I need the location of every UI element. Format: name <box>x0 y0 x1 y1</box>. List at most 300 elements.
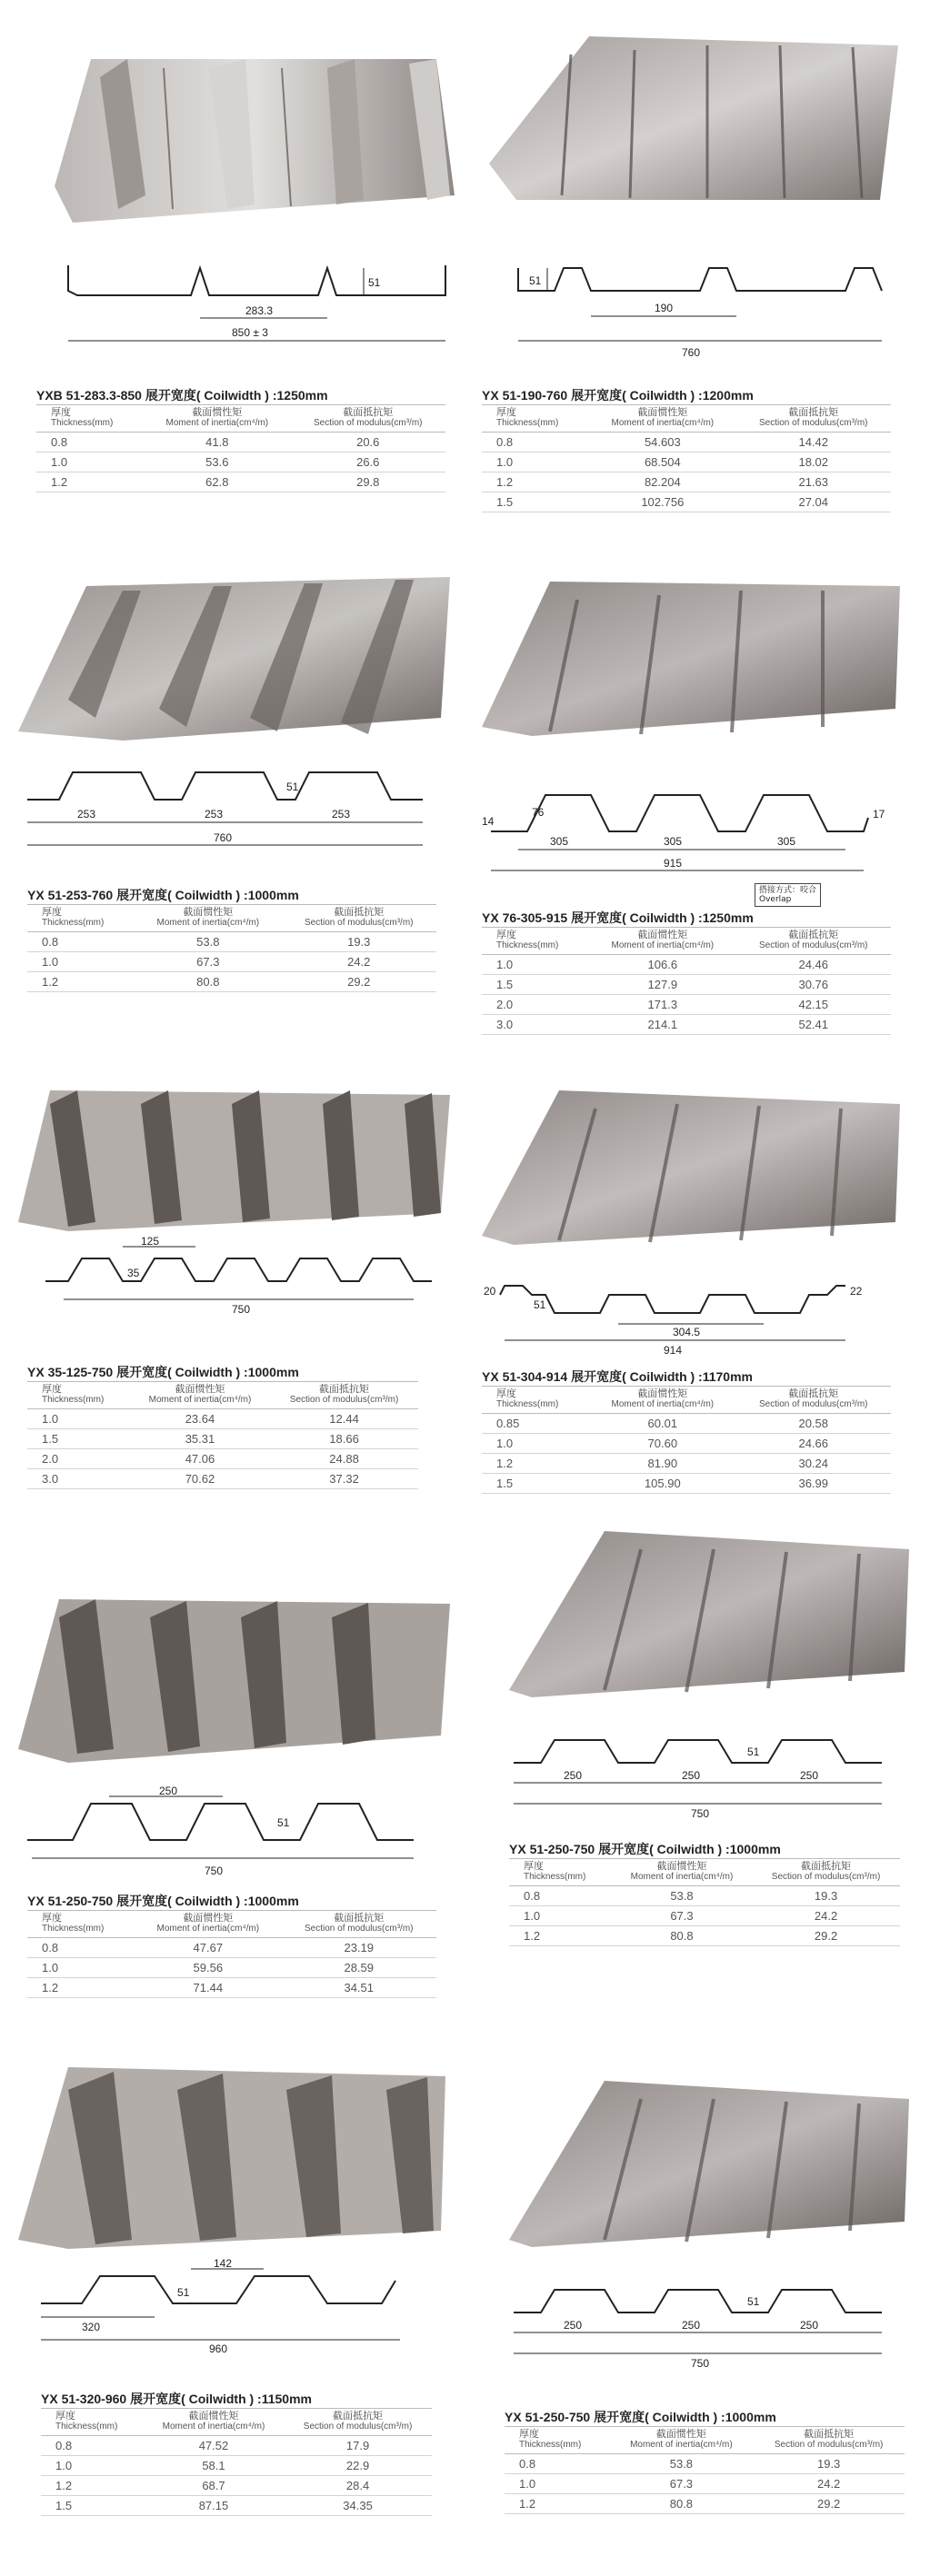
dim-label: 142 <box>214 2258 233 2270</box>
table-cell: 19.3 <box>282 932 437 952</box>
panel-photo-6 <box>477 1086 905 1249</box>
column-header-en: Section of modulus(cm³/m) <box>759 1399 868 1409</box>
column-header-cn: 截面惯性矩 <box>192 406 243 418</box>
table-cell: 67.3 <box>612 1906 752 1926</box>
table-cell: 87.15 <box>144 2496 284 2516</box>
dim-label: 250 <box>682 2319 701 2332</box>
table-cell: 27.04 <box>736 492 892 512</box>
dim-label: 250 <box>564 2319 583 2332</box>
table-cell: 59.56 <box>135 1958 281 1978</box>
column-header <box>482 928 589 955</box>
table-cell: 18.66 <box>270 1429 418 1449</box>
table-cell: 34.35 <box>284 2496 432 2516</box>
table-cell: 24.46 <box>736 955 892 975</box>
column-header <box>612 1859 752 1886</box>
dim-label: 250 <box>564 1769 583 1782</box>
dim-label: 14 <box>482 815 495 828</box>
product-model: YX 51-250-750 <box>505 2410 591 2424</box>
dim-label: 190 <box>655 302 674 314</box>
table-cell: 41.8 <box>144 433 290 453</box>
column-header <box>589 928 735 955</box>
coil-width: ( Coilwidth ) :1170mm <box>622 1369 753 1384</box>
product-model: YX 51-320-960 <box>41 2392 127 2406</box>
table-cell: 30.24 <box>736 1454 892 1474</box>
coil-width-cn: 展开宽度 <box>130 2392 182 2407</box>
column-header-en: Section of modulus(cm³/m) <box>771 1872 881 1882</box>
column-header-en: Moment of inertia(cm⁴/m) <box>156 1924 260 1934</box>
table-row <box>41 2436 432 2456</box>
table-cell: 29.8 <box>291 472 446 492</box>
table-row <box>27 1958 436 1978</box>
dim-label: 22 <box>850 1285 863 1298</box>
overlap-en: Overlap <box>759 895 792 904</box>
table-cell: 21.63 <box>736 472 892 492</box>
column-header-en: Section of modulus(cm³/m) <box>303 2422 413 2432</box>
table-row <box>505 2474 905 2494</box>
column-header-cn: 厚度 <box>496 406 516 418</box>
profile-diagram-4 <box>482 781 891 881</box>
table-row <box>482 975 891 995</box>
column-header-cn: 厚度 <box>496 1387 516 1399</box>
table-row <box>41 2476 432 2496</box>
column-header-cn: 截面抵抗矩 <box>343 406 394 418</box>
table-cell: 24.2 <box>753 2474 905 2494</box>
column-header-en: Thickness(mm) <box>55 2422 118 2432</box>
table-cell: 18.02 <box>736 453 892 472</box>
column-header-en: Moment of inertia(cm⁴/m) <box>630 2440 733 2450</box>
column-header <box>135 905 281 932</box>
column-header-cn: 截面抵抗矩 <box>319 1383 370 1395</box>
table-cell: 12.44 <box>270 1409 418 1429</box>
column-header-cn: 厚度 <box>51 406 71 418</box>
product-model: YX 76-305-915 <box>482 910 568 925</box>
table-cell: 53.8 <box>612 1886 752 1906</box>
table-cell: 127.9 <box>589 975 735 995</box>
product-caption <box>482 386 754 404</box>
dim-label: 915 <box>664 857 683 870</box>
table-row <box>27 1469 418 1489</box>
product-caption <box>505 2408 776 2426</box>
coil-width: ( Coilwidth ) :1250mm <box>622 910 754 925</box>
spec-table <box>27 1381 418 1489</box>
table-row <box>27 932 436 952</box>
dim-label: 760 <box>214 831 233 844</box>
dim-label: 250 <box>159 1785 178 1797</box>
coil-width-cn: 展开宽度 <box>571 389 623 403</box>
table-cell: 214.1 <box>589 1015 735 1035</box>
column-header <box>270 1382 418 1409</box>
profile-diagram-9 <box>36 2258 436 2358</box>
profile-diagram-3 <box>23 754 450 854</box>
overlap-note <box>755 883 821 907</box>
column-header <box>753 2427 905 2454</box>
table-row <box>509 1926 900 1946</box>
table-cell: 1.5 <box>482 975 589 995</box>
table-cell: 34.51 <box>282 1978 437 1998</box>
table-cell: 1.0 <box>27 1958 135 1978</box>
table-cell: 23.64 <box>130 1409 270 1429</box>
table-cell: 58.1 <box>144 2456 284 2476</box>
column-header-en: Section of modulus(cm³/m) <box>759 940 868 950</box>
table-cell: 80.8 <box>612 1926 752 1946</box>
column-header <box>610 2427 754 2454</box>
table-row <box>36 433 445 453</box>
product-model: YX 51-250-750 <box>509 1842 595 1856</box>
column-header-en: Thickness(mm) <box>42 1924 105 1934</box>
product-model: YX 51-250-750 <box>27 1894 114 1908</box>
coil-width: ( Coilwidth ) :1250mm <box>195 388 328 403</box>
table-cell: 22.9 <box>284 2456 432 2476</box>
table-row <box>482 1434 891 1454</box>
coil-width: ( Coilwidth ) :1000mm <box>167 1365 299 1379</box>
spec-table <box>36 404 445 492</box>
table-row <box>27 1978 436 1998</box>
dim-label: 750 <box>691 1807 710 1820</box>
table-cell: 1.0 <box>482 453 589 472</box>
dim-label: 20 <box>484 1285 496 1298</box>
table-row <box>41 2456 432 2476</box>
table-cell: 30.76 <box>736 975 892 995</box>
coil-width-cn: 展开宽度 <box>145 389 196 403</box>
column-header-cn: 厚度 <box>524 1860 544 1872</box>
product-caption <box>482 909 754 927</box>
column-header <box>27 905 135 932</box>
column-header-cn: 截面抵抗矩 <box>788 1387 839 1399</box>
table-cell: 24.2 <box>752 1906 900 1926</box>
table-cell: 82.204 <box>589 472 735 492</box>
dim-label: 305 <box>550 835 569 848</box>
dim-label: 51 <box>534 1298 546 1311</box>
table-cell: 20.6 <box>291 433 446 453</box>
column-header-en: Section of modulus(cm³/m) <box>305 918 414 928</box>
spec-table <box>41 2408 432 2516</box>
column-header-cn: 厚度 <box>42 1383 62 1395</box>
panel-photo-9 <box>14 2063 450 2249</box>
table-row <box>482 955 891 975</box>
table-row <box>482 1454 891 1474</box>
product-caption <box>41 2390 312 2408</box>
table-cell: 105.90 <box>589 1474 735 1494</box>
dim-label: 320 <box>82 2321 101 2333</box>
table-cell: 2.0 <box>482 995 589 1015</box>
spec-table <box>482 927 891 1035</box>
column-header-en: Moment of inertia(cm⁴/m) <box>630 1872 734 1882</box>
table-cell: 53.8 <box>135 932 281 952</box>
table-cell: 62.8 <box>144 472 290 492</box>
table-cell: 1.2 <box>482 472 589 492</box>
table-cell: 0.8 <box>509 1886 612 1906</box>
table-cell: 1.0 <box>27 1409 130 1429</box>
table-cell: 1.0 <box>505 2474 610 2494</box>
table-cell: 1.2 <box>27 1978 135 1998</box>
column-header-cn: 截面惯性矩 <box>655 2428 706 2440</box>
column-header-cn: 截面抵抗矩 <box>334 906 385 918</box>
coil-width-cn: 展开宽度 <box>594 2411 645 2425</box>
table-cell: 29.2 <box>753 2494 905 2514</box>
table-cell: 67.3 <box>135 952 281 972</box>
product-model: YX 35-125-750 <box>27 1365 114 1379</box>
panel-photo-2 <box>480 27 907 209</box>
table-cell: 1.2 <box>509 1926 612 1946</box>
column-header-en: Thickness(mm) <box>42 918 105 928</box>
table-cell: 0.8 <box>505 2454 610 2474</box>
dim-label: 960 <box>209 2342 228 2355</box>
table-row <box>505 2454 905 2474</box>
table-cell: 28.4 <box>284 2476 432 2496</box>
column-header <box>36 405 144 433</box>
table-cell: 1.2 <box>482 1454 589 1474</box>
table-cell: 26.6 <box>291 453 446 472</box>
panel-photo-7 <box>14 1590 459 1763</box>
column-header-en: Thickness(mm) <box>496 418 559 428</box>
table-cell: 1.2 <box>27 972 135 992</box>
column-header-cn: 厚度 <box>42 1912 62 1924</box>
dim-label: 750 <box>232 1303 251 1316</box>
table-cell: 1.0 <box>36 453 144 472</box>
table-cell: 47.06 <box>130 1449 270 1469</box>
table-cell: 29.2 <box>282 972 437 992</box>
table-cell: 47.67 <box>135 1938 281 1958</box>
dim-label: 914 <box>664 1344 683 1357</box>
column-header-cn: 截面惯性矩 <box>175 1383 225 1395</box>
table-cell: 80.8 <box>610 2494 754 2514</box>
column-header-cn: 厚度 <box>519 2428 539 2440</box>
column-header <box>27 1382 130 1409</box>
column-header-cn: 截面惯性矩 <box>183 1912 234 1924</box>
product-caption <box>27 886 299 904</box>
column-header-cn: 厚度 <box>42 906 62 918</box>
column-header <box>736 1387 892 1414</box>
dim-label: 750 <box>205 1865 224 1877</box>
column-header-en: Moment of inertia(cm⁴/m) <box>148 1395 252 1405</box>
table-cell: 80.8 <box>135 972 281 992</box>
table-row <box>482 1474 891 1494</box>
product-caption <box>27 1363 299 1381</box>
product-caption <box>509 1840 781 1858</box>
column-header-cn: 截面惯性矩 <box>637 929 688 940</box>
table-cell: 14.42 <box>736 433 892 453</box>
table-cell: 171.3 <box>589 995 735 1015</box>
table-cell: 24.66 <box>736 1434 892 1454</box>
table-cell: 29.2 <box>752 1926 900 1946</box>
table-row <box>482 453 891 472</box>
table-row <box>482 995 891 1015</box>
table-cell: 106.6 <box>589 955 735 975</box>
dim-label: 51 <box>177 2286 190 2299</box>
table-cell: 0.8 <box>482 433 589 453</box>
table-row <box>482 433 891 453</box>
table-cell: 0.8 <box>41 2436 144 2456</box>
column-header <box>291 405 446 433</box>
product-model: YXB 51-283.3-850 <box>36 388 142 403</box>
spec-table <box>505 2426 905 2514</box>
column-header-cn: 截面抵抗矩 <box>333 2410 384 2422</box>
column-header-en: Section of modulus(cm³/m) <box>305 1924 414 1934</box>
coil-width: ( Coilwidth ) :1000mm <box>167 1894 299 1908</box>
table-row <box>36 472 445 492</box>
profile-diagram-5 <box>41 1236 441 1327</box>
column-header-en: Section of modulus(cm³/m) <box>759 418 868 428</box>
table-row <box>505 2494 905 2514</box>
table-cell: 37.32 <box>270 1469 418 1489</box>
table-cell: 19.3 <box>752 1886 900 1906</box>
table-cell: 1.0 <box>482 1434 589 1454</box>
column-header-cn: 截面惯性矩 <box>637 406 688 418</box>
table-row <box>27 1449 418 1469</box>
dim-label: 250 <box>800 2319 819 2332</box>
coil-width: ( Coilwidth ) :1200mm <box>622 388 754 403</box>
column-header-en: Section of modulus(cm³/m) <box>774 2440 884 2450</box>
coil-width: ( Coilwidth ) :1000mm <box>167 888 299 902</box>
profile-diagram-2 <box>509 254 900 363</box>
panel-photo-4 <box>477 572 905 741</box>
column-header-en: Thickness(mm) <box>496 1399 559 1409</box>
column-header <box>752 1859 900 1886</box>
column-header-en: Thickness(mm) <box>51 418 114 428</box>
column-header-en: Moment of inertia(cm⁴/m) <box>611 1399 715 1409</box>
coil-width-cn: 展开宽度 <box>571 1370 623 1385</box>
table-cell: 28.59 <box>282 1958 437 1978</box>
table-cell: 1.2 <box>41 2476 144 2496</box>
table-cell: 68.504 <box>589 453 735 472</box>
table-cell: 1.5 <box>482 492 589 512</box>
column-header <box>144 2409 284 2436</box>
profile-diagram-7 <box>23 1785 423 1885</box>
table-row <box>27 1429 418 1449</box>
table-cell: 67.3 <box>610 2474 754 2494</box>
table-cell: 42.15 <box>736 995 892 1015</box>
panel-photo-5 <box>14 1086 459 1231</box>
spec-table <box>509 1858 900 1946</box>
coil-width-cn: 展开宽度 <box>116 1366 168 1380</box>
column-header-cn: 截面惯性矩 <box>183 906 234 918</box>
table-cell: 70.62 <box>130 1469 270 1489</box>
dim-label: 305 <box>777 835 796 848</box>
table-cell: 70.60 <box>589 1434 735 1454</box>
column-header-cn: 厚度 <box>55 2410 75 2422</box>
column-header <box>589 1387 735 1414</box>
table-cell: 35.31 <box>130 1429 270 1449</box>
column-header <box>736 928 892 955</box>
panel-photo-8 <box>505 1527 914 1699</box>
column-header-en: Section of modulus(cm³/m) <box>289 1395 399 1405</box>
dim-label: 51 <box>747 1746 760 1758</box>
table-cell: 0.8 <box>36 433 144 453</box>
column-header-cn: 截面惯性矩 <box>656 1860 707 1872</box>
spec-table <box>27 1910 436 1998</box>
dim-label: 76 <box>532 806 545 819</box>
column-header-cn: 截面惯性矩 <box>188 2410 239 2422</box>
table-cell: 71.44 <box>135 1978 281 1998</box>
table-cell: 1.5 <box>27 1429 130 1449</box>
coil-width-cn: 展开宽度 <box>116 889 168 903</box>
panel-photo-3 <box>14 572 459 741</box>
column-header-en: Section of modulus(cm³/m) <box>314 418 423 428</box>
column-header <box>282 905 437 932</box>
column-header <box>736 405 892 433</box>
column-header <box>41 2409 144 2436</box>
table-row <box>27 952 436 972</box>
panel-photo-10 <box>505 2076 914 2249</box>
column-header-en: Thickness(mm) <box>519 2440 582 2450</box>
table-row <box>27 1938 436 1958</box>
column-header-cn: 截面抵抗矩 <box>804 2428 855 2440</box>
dim-label: 250 <box>800 1769 819 1782</box>
column-header-en: Thickness(mm) <box>524 1872 586 1882</box>
table-cell: 0.8 <box>27 1938 135 1958</box>
dim-label: 304.5 <box>673 1326 701 1338</box>
column-header-en: Moment of inertia(cm⁴/m) <box>156 918 260 928</box>
table-cell: 2.0 <box>27 1449 130 1469</box>
column-header-cn: 厚度 <box>496 929 516 940</box>
column-header <box>144 405 290 433</box>
table-row <box>41 2496 432 2516</box>
table-cell: 24.88 <box>270 1449 418 1469</box>
dim-label: 51 <box>529 274 542 287</box>
table-cell: 24.2 <box>282 952 437 972</box>
table-cell: 0.8 <box>27 932 135 952</box>
column-header-en: Moment of inertia(cm⁴/m) <box>165 418 269 428</box>
product-caption <box>27 1892 299 1910</box>
table-cell: 52.41 <box>736 1015 892 1035</box>
column-header <box>130 1382 270 1409</box>
column-header <box>505 2427 610 2454</box>
coil-width-cn: 展开宽度 <box>571 911 623 926</box>
table-row <box>27 1409 418 1429</box>
product-model: YX 51-253-760 <box>27 888 114 902</box>
dim-label: 305 <box>664 835 683 848</box>
column-header-en: Thickness(mm) <box>496 940 559 950</box>
column-header-en: Moment of inertia(cm⁴/m) <box>162 2422 265 2432</box>
overlap-cn: 搭接方式：咬合 <box>759 886 817 895</box>
table-cell: 68.7 <box>144 2476 284 2496</box>
table-cell: 60.01 <box>589 1414 735 1434</box>
column-header-cn: 截面抵抗矩 <box>801 1860 852 1872</box>
table-cell: 20.58 <box>736 1414 892 1434</box>
spec-table <box>27 904 436 992</box>
column-header <box>509 1859 612 1886</box>
column-header-en: Moment of inertia(cm⁴/m) <box>611 418 715 428</box>
table-cell: 1.0 <box>482 955 589 975</box>
dim-label: 51 <box>277 1816 290 1829</box>
dim-label: 125 <box>141 1236 160 1248</box>
table-cell: 1.0 <box>27 952 135 972</box>
profile-diagram-1 <box>64 254 455 373</box>
column-header <box>27 1911 135 1938</box>
profile-diagram-10 <box>509 2276 909 2376</box>
product-model: YX 51-190-760 <box>482 388 568 403</box>
table-cell: 19.3 <box>753 2454 905 2474</box>
column-header-en: Thickness(mm) <box>42 1395 105 1405</box>
table-cell: 1.2 <box>36 472 144 492</box>
column-header-cn: 截面抵抗矩 <box>334 1912 385 1924</box>
table-cell: 23.19 <box>282 1938 437 1958</box>
column-header <box>282 1911 437 1938</box>
table-cell: 36.99 <box>736 1474 892 1494</box>
table-row <box>509 1886 900 1906</box>
table-cell: 54.603 <box>589 433 735 453</box>
dim-label: 760 <box>682 346 701 359</box>
table-row <box>482 1015 891 1035</box>
column-header <box>482 1387 589 1414</box>
column-header-cn: 截面抵抗矩 <box>788 929 839 940</box>
product-model: YX 51-304-914 <box>482 1369 568 1384</box>
column-header <box>135 1911 281 1938</box>
panel-photo-1 <box>36 50 464 232</box>
table-row <box>509 1906 900 1926</box>
table-cell: 47.52 <box>144 2436 284 2456</box>
table-row <box>36 453 445 472</box>
